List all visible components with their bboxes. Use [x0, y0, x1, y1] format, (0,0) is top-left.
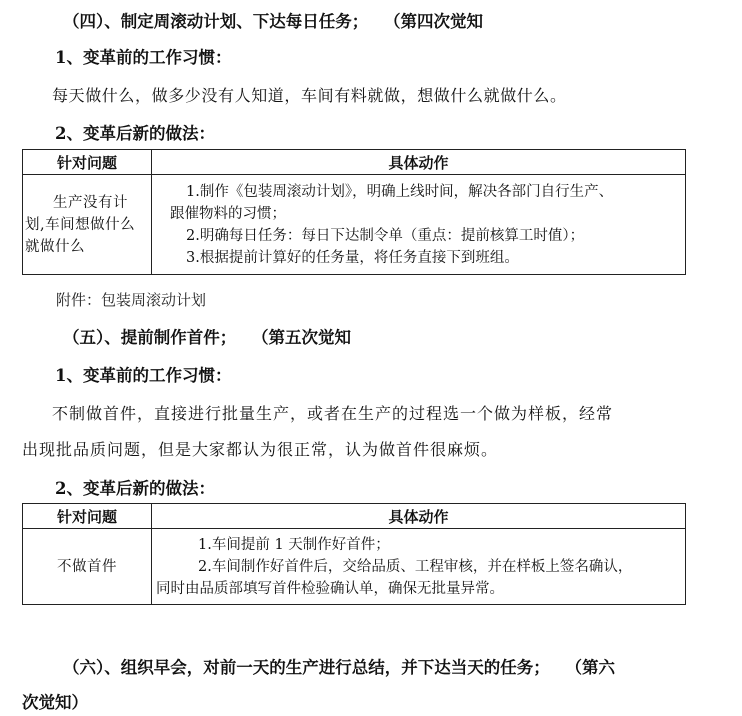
- section6-tag: （第六: [565, 658, 615, 677]
- table-header-row: [23, 150, 686, 175]
- section4-attachment: 附件：包装周滚动计划: [56, 291, 207, 309]
- table-row: [23, 175, 686, 275]
- section5-tag: （第五次觉知: [252, 328, 351, 347]
- action-line: 2.明确每日任务：每日下达制令单（重点：提前核算工时值）；: [186, 227, 585, 244]
- section5-after-heading: 2、变革后新的做法：: [55, 479, 215, 498]
- action-line: 同时由品质部填写首件检验确认单，确保无批量异常。: [156, 580, 504, 597]
- col-header-action: 具体动作: [152, 504, 686, 529]
- section5-title: （五）、提前制作首件； （第五次觉知: [63, 328, 351, 347]
- col-header-action: 具体动作: [152, 150, 686, 175]
- problem-line: 划,车间想做什么: [25, 216, 136, 233]
- problem-line: 就做什么: [25, 238, 85, 255]
- section5-before-heading: 1、变革前的工作习惯：: [55, 366, 232, 385]
- section6-tag-line2: 次觉知）: [22, 693, 88, 712]
- action-line: 2.车间制作好首件后，交给品质、工程审核，并在样板上签名确认，: [198, 558, 633, 575]
- section4-before-heading: 1、变革前的工作习惯：: [55, 48, 232, 67]
- section5-before-line2: 出现批品质问题，但是大家都认为很正常，认为做首件很麻烦。: [22, 440, 499, 459]
- col-header-problem: 针对问题: [23, 504, 152, 529]
- problem-line: 生产没有计: [53, 194, 128, 211]
- action-cell: [152, 529, 686, 605]
- section4-table: [22, 149, 686, 275]
- col-header-problem: 针对问题: [23, 150, 152, 175]
- section4-title: （四）、制定周滚动计划、下达每日任务； （第四次觉知: [63, 12, 483, 31]
- section4-after-heading: 2、变革后新的做法：: [55, 124, 215, 143]
- table-header-row: [23, 504, 686, 529]
- section4-before-text: 每天做什么，做多少没有人知道，车间有料就做，想做什么就做什么。: [52, 86, 567, 105]
- section5-before-line1: 不制做首件，直接进行批量生产，或者在生产的过程选一个做为样板，经常: [52, 404, 614, 423]
- action-line: 3.根据提前计算好的任务量，将任务直接下到班组。: [186, 249, 519, 266]
- table-row: [23, 529, 686, 605]
- problem-cell: [23, 175, 152, 275]
- section6-title: （六）、组织早会，对前一天的生产进行总结，并下达当天的任务； （第六: [63, 658, 615, 677]
- section5-table: [22, 503, 686, 605]
- action-line: 跟催物料的习惯；: [170, 205, 286, 222]
- problem-cell: 不做首件: [23, 529, 152, 605]
- action-cell: [152, 175, 686, 275]
- action-line: 1.车间提前 1 天制作好首件；: [198, 536, 390, 553]
- section4-tag: （第四次觉知: [384, 12, 483, 31]
- action-line: 1.制作《包装周滚动计划》，明确上线时间，解决各部门自行生产、: [186, 183, 614, 200]
